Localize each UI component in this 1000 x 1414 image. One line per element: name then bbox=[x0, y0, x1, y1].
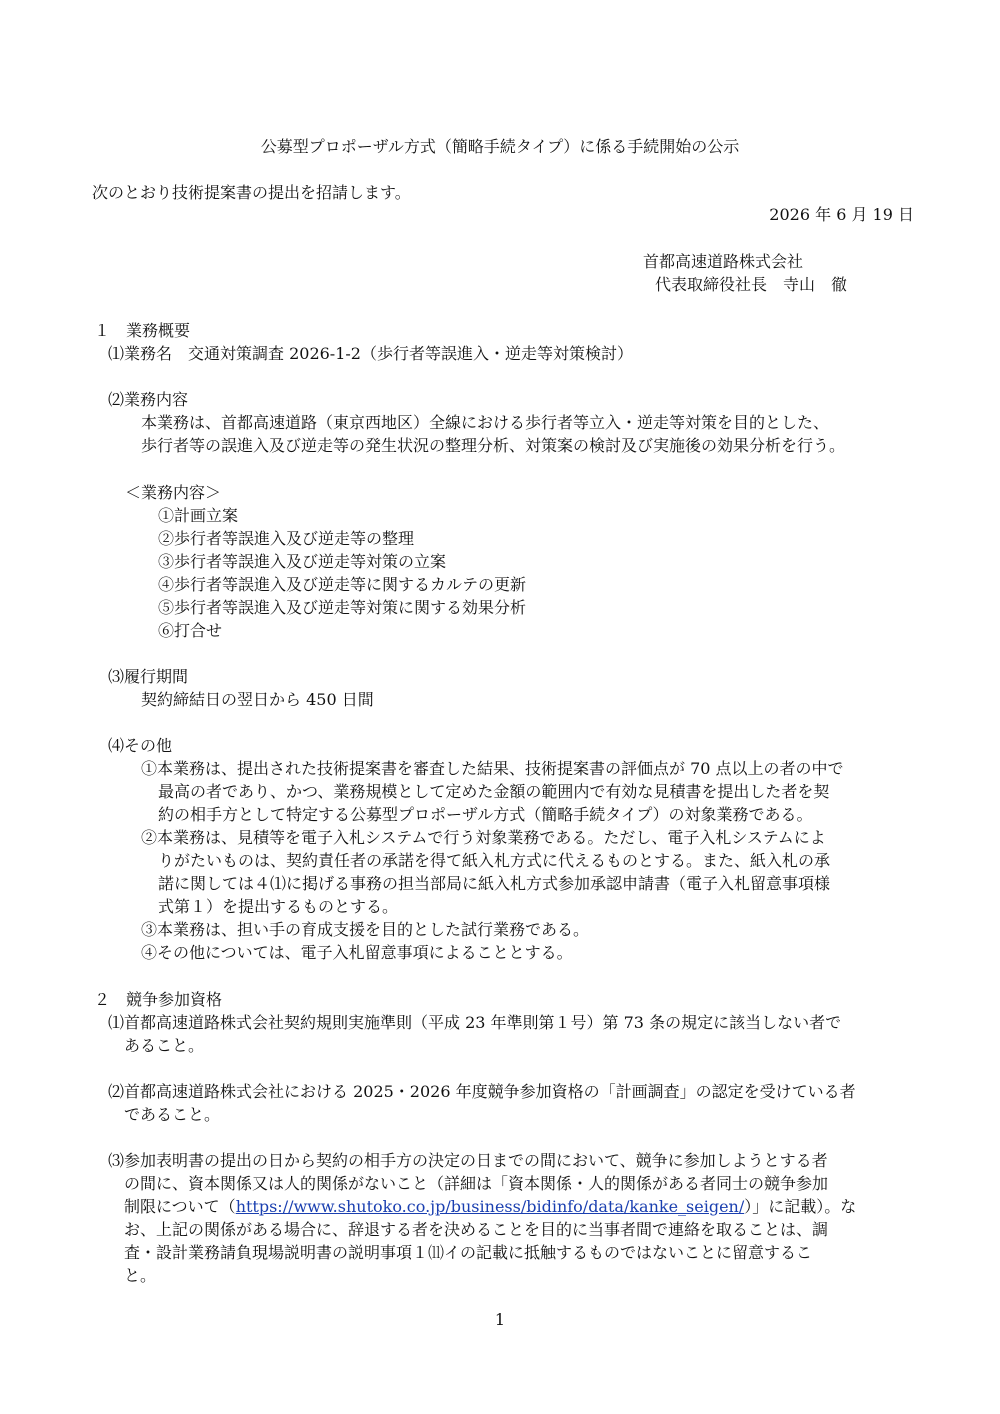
page-title: 公募型プロポーザル方式（簡略手続タイプ）に係る手続開始の公示 bbox=[260, 137, 740, 156]
performance-period-heading: ⑶履行期間 bbox=[108, 667, 189, 686]
qualification-line: であること。 bbox=[124, 1105, 221, 1124]
intro-text: 次のとおり技術提案書の提出を招請します。 bbox=[92, 183, 411, 202]
qualification-line: お、上記の関係がある場合に、辞退する者を決めることを目的に当事者間で連絡を取ることは、調 bbox=[124, 1220, 829, 1239]
task-item: ②歩行者等誤進入及び逆走等の整理 bbox=[158, 529, 415, 548]
other-line: 式第１）を提出するものとする。 bbox=[158, 897, 399, 916]
section1-heading: １ 業務概要 bbox=[94, 321, 191, 340]
task-item: ⑤歩行者等誤進入及び逆走等対策に関する効果分析 bbox=[158, 598, 527, 617]
qualification-line: と。 bbox=[124, 1266, 157, 1285]
qualification-line: あること。 bbox=[124, 1036, 205, 1055]
qualification-text: 制限について（ bbox=[124, 1197, 236, 1216]
tasks-heading: ＜業務内容＞ bbox=[125, 483, 222, 502]
other-line: ③本業務は、担い手の育成支援を目的とした試行業務である。 bbox=[141, 920, 590, 939]
qualification-line: ⑵首都高速道路株式会社における 2025・2026 年度競争参加資格の「計画調査」の認定を受けている者 bbox=[108, 1082, 856, 1101]
task-item: ③歩行者等誤進入及び逆走等対策の立案 bbox=[158, 552, 447, 571]
other-line: 最高の者であり、かつ、業務規模として定めた金額の範囲内で有効な見積書を提出した者を契 bbox=[158, 782, 830, 801]
task-item: ④歩行者等誤進入及び逆走等に関するカルテの更新 bbox=[158, 575, 527, 594]
qualification-line: ⑴首都高速道路株式会社契約規則実施準則（平成 23 年準則第１号）第 73 条の規定に該当しない者で bbox=[108, 1013, 842, 1032]
other-line: りがたいものは、契約責任者の承諾を得て紙入札方式に代えるものとする。また、紙入札の承 bbox=[158, 851, 831, 870]
business-name: ⑴業務名 交通対策調査 2026-1-2（歩行者等誤進入・逆走等対策検討） bbox=[108, 344, 633, 363]
business-content-line: 本業務は、首都高速道路（東京西地区）全線における歩行者等立入・逆走等対策を目的とした、 bbox=[141, 413, 830, 432]
page-number: 1 bbox=[494, 1310, 506, 1329]
qualification-line: の間に、資本関係又は人的関係がないこと（詳細は「資本関係・人的関係がある者同士の競争参加 bbox=[124, 1174, 829, 1193]
qualification-text: ）」に記載）。な bbox=[744, 1197, 857, 1216]
other-line: ②本業務は、見積等を電子入札システムで行う対象業務である。ただし、電子入札システムによ bbox=[141, 828, 826, 847]
other-heading: ⑷その他 bbox=[108, 736, 173, 755]
other-line: 諾に関しては４⑴に掲げる事務の担当部局に紙入札方式参加承認申請書（電子入札留意事項様 bbox=[158, 874, 831, 893]
business-content-heading: ⑵業務内容 bbox=[108, 390, 189, 409]
task-item: ①計画立案 bbox=[158, 506, 239, 525]
qualification-line: 査・設計業務請負現場説明書の説明事項１⑾イの記載に抵触するものではないことに留意するこ bbox=[124, 1243, 813, 1262]
other-line: ④その他については、電子入札留意事項によることとする。 bbox=[141, 943, 573, 962]
business-content-line: 歩行者等の誤進入及び逆走等の発生状況の整理分析、対策案の検討及び実施後の効果分析を行う。 bbox=[141, 436, 846, 455]
kanke-seigen-link[interactable]: https://www.shutoko.co.jp/business/bidinfo/data/kanke_seigen/ bbox=[235, 1197, 745, 1216]
performance-period: 契約締結日の翌日から 450 日間 bbox=[141, 690, 374, 709]
qualification-line: ⑶参加表明書の提出の日から契約の相手方の決定の日までの間において、競争に参加しようとする者 bbox=[108, 1151, 828, 1170]
other-line: 約の相手方として特定する公募型プロポーザル方式（簡略手続タイプ）の対象業務である。 bbox=[158, 805, 813, 824]
task-item: ⑥打合せ bbox=[158, 621, 223, 640]
issue-date: 2026 年 6 月 19 日 bbox=[769, 205, 914, 224]
section2-heading: ２ 競争参加資格 bbox=[94, 990, 223, 1009]
issuer-company: 首都高速道路株式会社 bbox=[643, 252, 804, 271]
other-line: ①本業務は、提出された技術提案書を審査した結果、技術提案書の評価点が 70 点以上の者の中で bbox=[141, 759, 844, 778]
qualification-line-with-link bbox=[124, 1199, 856, 1215]
issuer-representative: 代表取締役社長 寺山 徹 bbox=[655, 275, 848, 294]
